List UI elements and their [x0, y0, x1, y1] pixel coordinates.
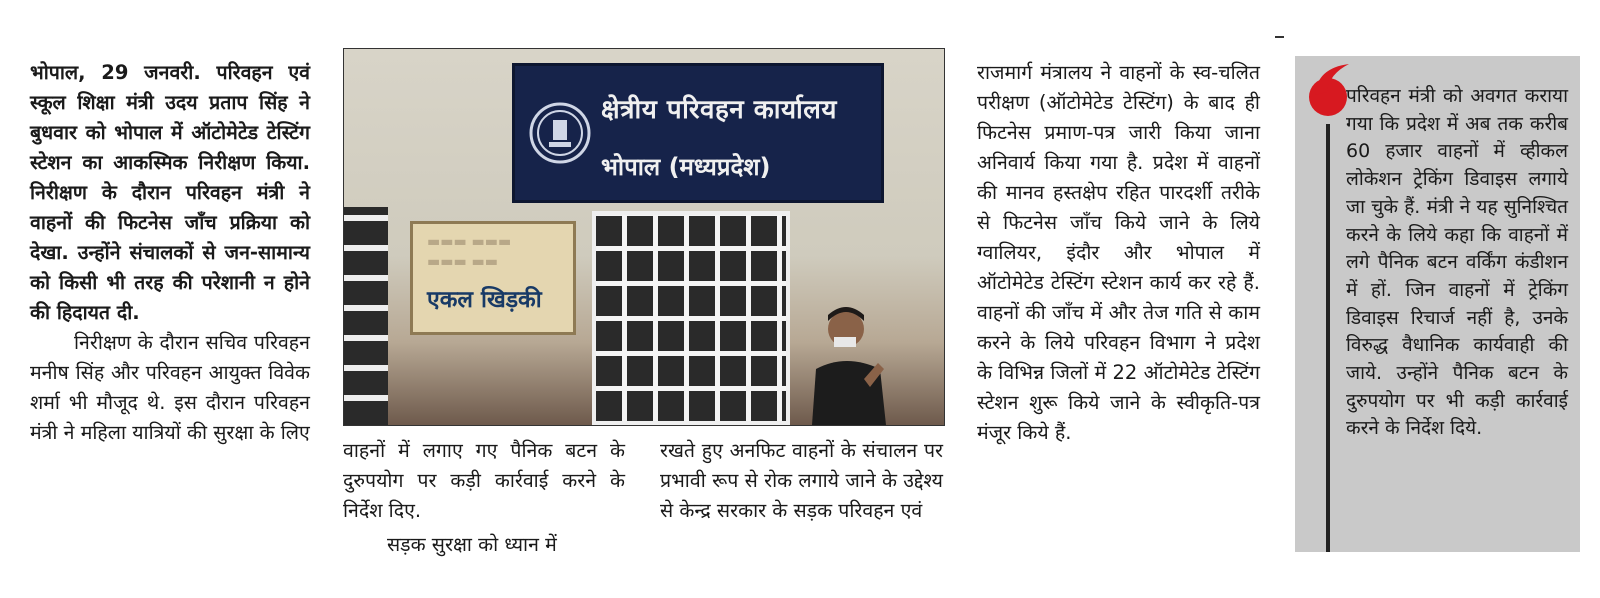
- left-window-grill: [344, 207, 388, 425]
- article-lead: भोपाल, 29 जनवरी. परिवहन एवं स्कूल शिक्षा मंत्री उदय प्रताप सिंह ने बुधवार को भोपाल में ऑटोमेटेड टेस्टिंग स्टेशन का आकस्मिक निरीक्षण किया. निरीक्षण के दौरान परिवहन मंत्री ने वाहनों की फिटनेस जाँच प्रक्रिया को देखा. उन्होंने संचालकों से जन-सामान्य को किसी भी तरह की परेशानी न होने की हिदायत दी.: [30, 61, 310, 324]
- signboard-line-2: भोपाल (मध्यप्रदेश): [601, 153, 771, 181]
- article-column-4: [977, 58, 1260, 448]
- sidebar-text-block: [1346, 83, 1568, 443]
- state-emblem-icon: [529, 102, 591, 164]
- article-text: रखते हुए अनफिट वाहनों के संचालन पर प्रभावी रूप से रोक लगाये जाने के उद्देश्य से केन्द्र सरकार के सड़क परिवहन एवं: [660, 439, 943, 522]
- office-signboard: [512, 63, 884, 203]
- quote-mark-icon: [1305, 62, 1351, 118]
- faded-sign-text: ▬▬▬ ▬▬▬ ▬▬▬ ▬▬: [427, 234, 512, 270]
- article-text: राजमार्ग मंत्रालय ने वाहनों के स्व-चलित परीक्षण (ऑटोमेटेड टेस्टिंग) के बाद ही फिटनेस प्रमाण-पत्र जारी किया जाना अनिवार्य किया गया है. प्रदेश में वाहनों की मानव हस्तक्षेप रहित पारदर्शी तरीके से फिटनेस जाँच किये जाने के लिये ग्वालियर, इंदौर और भोपाल में ऑटोमेटेड टेस्टिंग स्टेशन कार्य कर रहे हैं. वाहनों की जाँच में और तेज गति से काम करने के लिये परिवहन विभाग ने प्रदेश के विभिन्न जिलों में 22 ऑटोमेटेड टेस्टिंग स्टेशन शुरू किये जाने के स्वीकृति-पत्र मंजूर किये हैं.: [977, 61, 1260, 444]
- article-paragraph-2: सड़क सुरक्षा को ध्यान में: [387, 533, 557, 556]
- article-text: वाहनों में लगाए गए पैनिक बटन के दुरुपयोग पर कड़ी कार्रवाई करने के निर्देश दिए.: [343, 439, 625, 522]
- divider: [1275, 36, 1284, 38]
- window-signboard: [410, 221, 576, 335]
- article-column-2: [343, 436, 625, 560]
- window-grill: [592, 211, 790, 425]
- sidebar-text: परिवहन मंत्री को अवगत कराया गया कि प्रदेश में अब तक करीब 60 हजार वाहनों में व्हीकल लोकेशन ट्रेकिंग डिवाइस लगाये जा चुके हैं. मंत्री ने यह सुनिश्चित करने के लिये कहा कि वाहनों में लगे पैनिक बटन वर्किंग कंडीशन में हों. जिन वाहनों में ट्रेकिंग डिवाइस रिचार्ज नहीं है, उनके विरुद्ध वैधानिक कार्यवाही की जाये. उन्होंने पैनिक बटन के दुरुपयोग पर भी कड़ी कार्रवाई करने के निर्देश दिये.: [1346, 85, 1568, 440]
- article-column-1: [30, 58, 310, 448]
- signboard-line-1: क्षेत्रीय परिवहन कार्यालय: [601, 95, 837, 125]
- person-figure: [806, 299, 890, 425]
- article-column-3: [660, 436, 943, 526]
- window-sign-label: एकल खिड़की: [427, 287, 542, 313]
- article-paragraph: निरीक्षण के दौरान सचिव परिवहन मनीष सिंह और परिवहन आयुक्त विवेक शर्मा भी मौजूद थे. इस दौरान परिवहन मंत्री ने महिला यात्रियों की सुरक्षा के लिए: [30, 331, 310, 444]
- article-photo: [343, 48, 945, 426]
- quote-stem: [1326, 124, 1330, 552]
